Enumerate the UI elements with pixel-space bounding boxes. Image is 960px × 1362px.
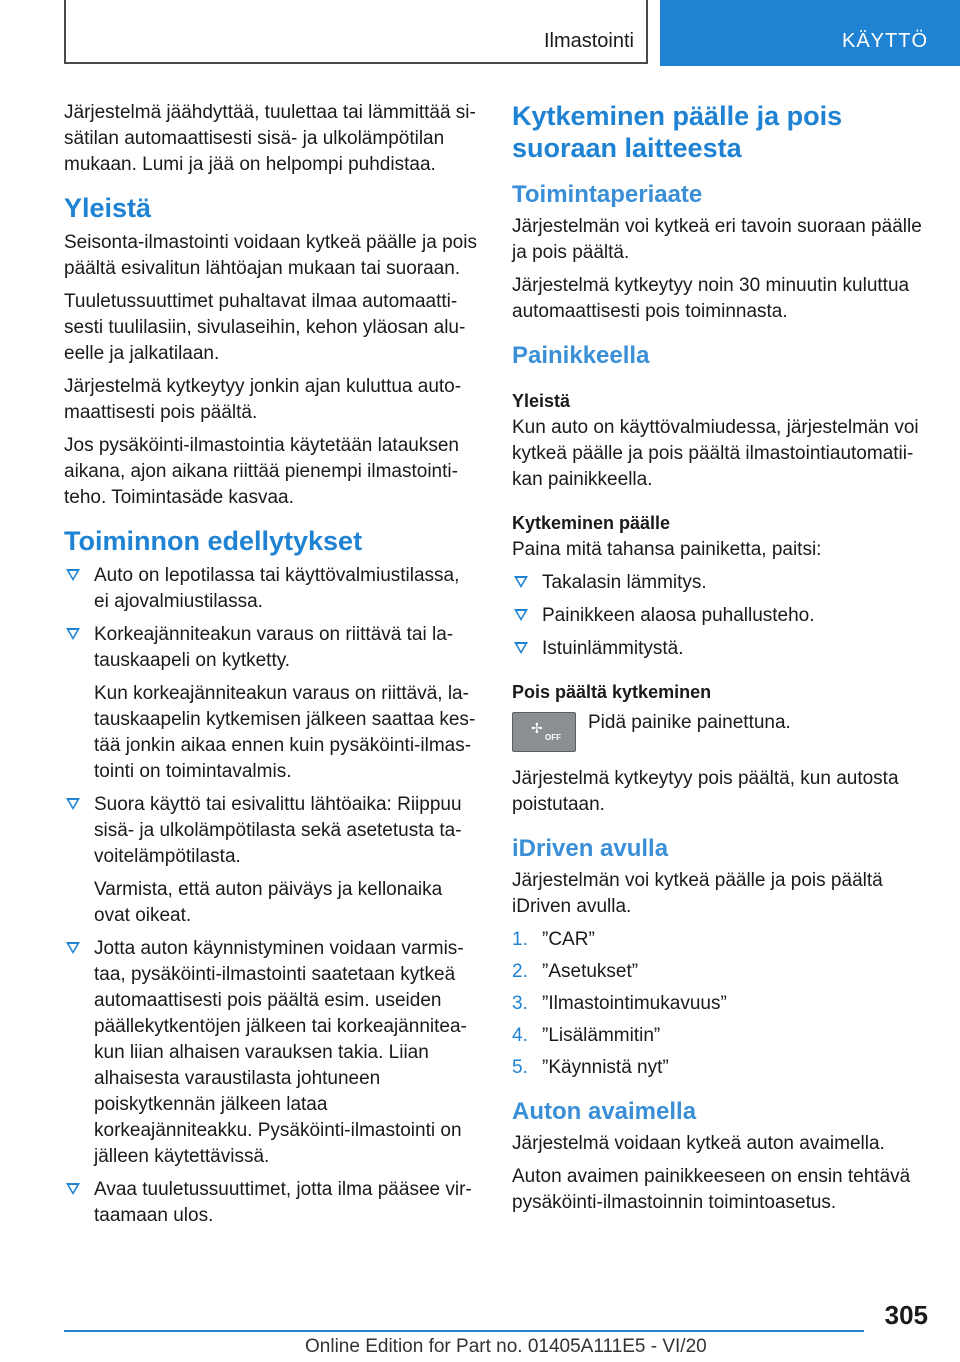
- triangle-bullet-icon: [514, 642, 528, 654]
- section-tab: [660, 0, 960, 66]
- triangle-bullet-icon: [66, 628, 80, 640]
- list-item-text: Auto on lepotilassa tai käyttövalmiustilassa, ei ajovalmiustilassa.: [94, 565, 460, 612]
- key-paragraph: Auton avaimen painikkeeseen on ensin tehtävä pysäköinti-ilmastoinnin toimintoasetus.: [512, 1166, 911, 1213]
- step-item: [512, 991, 922, 1017]
- principle-heading: Toimintaperiaate: [512, 181, 703, 208]
- step-item: [512, 1055, 922, 1081]
- general-paragraph: Järjestelmä kytkeytyy jonkin ajan kuluttua automaattisesti pois päältä.: [64, 376, 462, 423]
- general-heading: Yleistä: [64, 193, 152, 223]
- step-text: ”Asetukset”: [542, 961, 639, 982]
- list-item: [64, 936, 478, 1170]
- exceptions-list: [512, 570, 922, 662]
- list-item-text: Takalasin lämmitys.: [542, 572, 707, 593]
- step-text: ”Käynnistä nyt”: [542, 1057, 669, 1078]
- hold-text: Pidä painike painettuna.: [588, 712, 791, 733]
- off-label: OFF: [545, 733, 561, 742]
- principle-paragraph: Järjestelmän voi kytkeä eri tavoin suoraan päälle ja pois päältä.: [512, 216, 922, 263]
- footer-divider: [64, 1330, 864, 1332]
- triangle-bullet-icon: [66, 942, 80, 954]
- list-item-text: Avaa tuuletussuuttimet, jotta ilma pääsee virtaamaan ulos.: [94, 1179, 472, 1226]
- fan-icon: ✢: [531, 720, 543, 736]
- general-paragraph: Jos pysäköinti-ilmastointia käytetään latauksen aikana, ajon aikana riittää pienempi ilmastointiteho. Toimintasäde kasvaa.: [64, 435, 459, 508]
- triangle-bullet-icon: [514, 576, 528, 588]
- idrive-text: Järjestelmän voi kytkeä päälle ja pois päältä iDriven avulla.: [512, 870, 883, 917]
- list-item: [64, 622, 478, 785]
- header-bar: [64, 0, 648, 64]
- triangle-bullet-icon: [66, 569, 80, 581]
- idrive-steps: [512, 927, 922, 1081]
- step-item: [512, 959, 922, 985]
- list-item: [64, 1177, 478, 1229]
- general-subheading: Yleistä: [512, 391, 571, 411]
- step-item: [512, 927, 922, 953]
- main-heading: Kytkeminen päälle ja pois suoraan laitteesta: [512, 101, 843, 163]
- switch-on-subheading: Kytkeminen päälle: [512, 513, 671, 533]
- list-item-text: Istuinlämmitystä.: [542, 638, 684, 659]
- list-item: [64, 792, 478, 929]
- button-heading: Painikkeella: [512, 342, 650, 369]
- triangle-bullet-icon: [66, 1183, 80, 1195]
- intro-paragraph: Järjestelmä jäähdyttää, tuulettaa tai lämmittää sisätilan automaattisesti sisä- ja ulkolämpötilan mukaan. Lumi ja jää on helpompi puhdistaa.: [64, 102, 476, 175]
- step-text: ”Lisälämmitin”: [542, 1025, 661, 1046]
- list-item: [512, 570, 922, 596]
- conditions-list: [64, 563, 478, 1229]
- general-text: Kun auto on käyttövalmiudessa, järjestelmän voi kytkeä päälle ja pois päältä ilmastointiautomatiikan painikkeella.: [512, 417, 919, 490]
- step-number: 3.: [512, 993, 528, 1014]
- conditions-heading: Toiminnon edellytykset: [64, 526, 363, 556]
- general-paragraph: Seisonta-ilmastointi voidaan kytkeä päälle ja pois päältä esivalitun lähtöajan mukaan tai suoraan.: [64, 232, 477, 279]
- triangle-bullet-icon: [66, 798, 80, 810]
- climate-off-button-icon: [512, 712, 576, 752]
- idrive-heading: iDriven avulla: [512, 835, 669, 862]
- step-item: [512, 1023, 922, 1049]
- general-paragraph: Tuuletussuuttimet puhaltavat ilmaa automaattisesti tuulilasiin, sivulaseihin, kehon yläosan alueelle ja jalkatilaan.: [64, 291, 466, 364]
- switch-off-subheading: Pois päältä kytkeminen: [512, 682, 712, 702]
- principle-paragraph: Järjestelmä kytkeytyy noin 30 minuutin kuluttua automaattisesti pois toiminnasta.: [512, 275, 910, 322]
- list-item-note: Kun korkeajänniteakun varaus on riittävä, latauskaapelin kytkemisen jälkeen saattaa kestää jonkin aikaa ennen kuin pysäköinti-ilmastointi on toimintavalmis.: [94, 683, 476, 782]
- step-number: 2.: [512, 961, 528, 982]
- list-item-text: Korkeajänniteakun varaus on riittävä tai latauskaapeli on kytketty.: [94, 624, 454, 671]
- key-paragraph: Järjestelmä voidaan kytkeä auton avaimella.: [512, 1133, 885, 1154]
- right-column: [512, 100, 922, 1223]
- list-item: [512, 603, 922, 629]
- chapter-title: Ilmastointi: [543, 30, 634, 52]
- triangle-bullet-icon: [514, 609, 528, 621]
- leave-text: Järjestelmä kytkeytyy pois päältä, kun autosta poistutaan.: [512, 768, 899, 815]
- page-number: 305: [884, 1300, 928, 1330]
- section-label: KÄYTTÖ: [841, 30, 928, 52]
- step-number: 5.: [512, 1057, 528, 1078]
- button-illustration-row: [512, 710, 922, 752]
- switch-on-text: Paina mitä tahansa painiketta, paitsi:: [512, 539, 822, 560]
- list-item-note: Varmista, että auton päiväys ja kellonaika ovat oikeat.: [94, 879, 443, 926]
- list-item: [512, 636, 922, 662]
- step-text: ”Ilmastointimukavuus”: [542, 993, 727, 1014]
- list-item-text: Painikkeen alaosa puhallusteho.: [542, 605, 815, 626]
- list-item-text: Jotta auton käynnistyminen voidaan varmistaa, pysäköinti-ilmastointi saatetaan kytkeä automaattisesti pois päältä esim. useiden päällekytkentöjen jälkeen tai korkeajänniteakun liian alhaisen varauksen takia. Liian alhaisesta varaustilasta johtuneen poiskytkennän jälkeen lataa korkeajänniteakku. Pysäköinti-ilmastointi on jälleen käytettävissä.: [94, 938, 467, 1167]
- list-item-text: Suora käyttö tai esivalittu lähtöaika: Riippuu sisä- ja ulkolämpötilasta sekä asetetusta tavoitelämpötilasta.: [94, 794, 462, 867]
- footer-edition: Online Edition for Part no. 01405A111E5 - VI/20: [305, 1336, 707, 1357]
- key-heading: Auton avaimella: [512, 1098, 697, 1125]
- step-number: 1.: [512, 929, 528, 950]
- step-text: ”CAR”: [542, 929, 595, 950]
- left-column: [64, 100, 478, 1236]
- step-number: 4.: [512, 1025, 528, 1046]
- list-item: [64, 563, 478, 615]
